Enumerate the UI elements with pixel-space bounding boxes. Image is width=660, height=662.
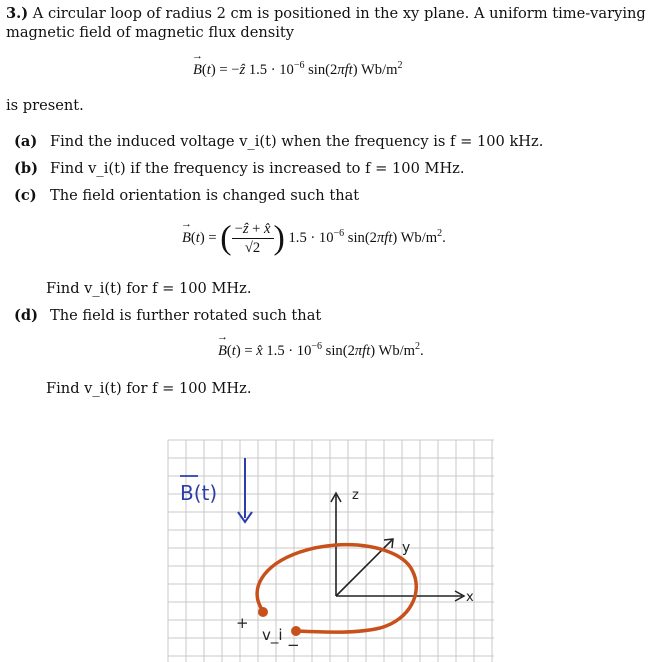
part-a-label: (a) <box>14 133 38 150</box>
part-c-text: The field orientation is changed such that <box>50 187 360 204</box>
terminal-plus-label: + <box>236 614 249 632</box>
part-b-label: (b) <box>14 160 39 177</box>
terminal-minus-dot <box>291 626 301 636</box>
x-axis-label: x <box>466 590 474 605</box>
induced-voltage-label: v_i <box>262 626 283 644</box>
find-c: Find v_i(t) for f = 100 MHz. <box>46 280 252 297</box>
find-d: Find v_i(t) for f = 100 MHz. <box>46 380 252 397</box>
part-c-label: (c) <box>14 187 37 204</box>
problem-intro-line2: magnetic field of magnetic flux density <box>6 24 295 41</box>
part-a-text: Find the induced voltage v_i(t) when the frequency is f = 100 kHz. <box>50 133 544 150</box>
z-axis-label: z <box>352 488 359 503</box>
part-d-label: (d) <box>14 307 39 324</box>
part-b-text: Find v_i(t) if the frequency is increased to f = 100 MHz. <box>50 160 465 177</box>
terminal-plus-dot <box>258 607 268 617</box>
field-label: B(t) <box>180 481 218 505</box>
is-present: is present. <box>6 97 84 114</box>
terminal-minus-label: − <box>287 636 300 654</box>
sketch-grid <box>168 440 494 662</box>
problem-number: 3.) <box>6 5 29 22</box>
problem-intro-line1: A circular loop of radius 2 cm is positioned in the xy plane. A uniform time-varying <box>32 5 646 22</box>
equation-field: → B(t) = −ẑ $1.5 \cdot 10^{-6}$ sin(2πft) $Wb/m^2$ <box>193 62 402 79</box>
part-d-text: The field is further rotated such that <box>50 307 322 324</box>
equation-c: → B(t) = ( $\frac{\text{−ẑ + x̂}}{√2}$ ) $1.5 \cdot 10^{-6}$ sin(2πft) $Wb/m^2$. <box>182 220 446 257</box>
equation-d: → B(t) = x̂ $1.5 \cdot 10^{-6}$ sin(2πft) $Wb/m^2$. <box>218 343 424 360</box>
y-axis-label: y <box>402 540 411 556</box>
